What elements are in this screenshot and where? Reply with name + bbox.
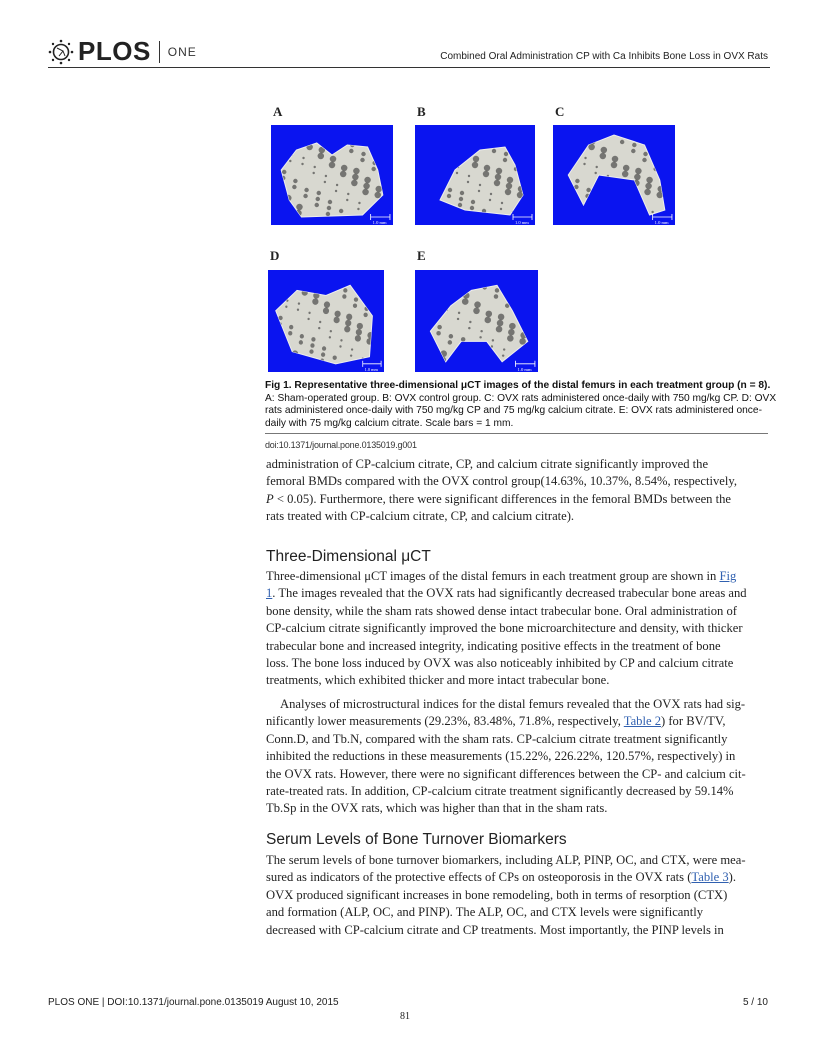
text-line: rate-treated rats. In addition, CP-calcium citrate treatment significantly decreased by 59.14% xyxy=(266,784,734,799)
scale-bar-label: 1.0 mm xyxy=(517,366,532,372)
caption-rule xyxy=(265,433,768,434)
caption-text: A: Sham-operated group. B: OVX control group. C: OVX rats administered once-daily with 750 mg/kg CP. D: OVX rats administered once-daily with 750 mg/kg CP and 75 mg/kg calcium citrate. E: OVX rats administered once-daily with 75 mg/kg calcium citrate. Scale bars = 1 mm. xyxy=(265,392,777,429)
panel-label: A xyxy=(273,104,283,119)
reference-link[interactable]: Table 3 xyxy=(691,870,729,885)
figure-doi: doi:10.1371/journal.pone.0135019.g001 xyxy=(265,440,417,451)
reference-link[interactable]: 1 xyxy=(266,586,273,601)
text-line: Three-dimensional μCT images of the distal femurs in each treatment group are shown in Fig xyxy=(266,569,737,583)
text-line: decreased with CP-calcium citrate and CP treatments. Most importantly, the PINP levels in xyxy=(266,922,724,937)
section-heading: Serum Levels of Bone Turnover Biomarkers xyxy=(266,831,567,848)
panel-label: D xyxy=(270,248,280,263)
scale-bar-label: 1.0 mm xyxy=(364,366,378,372)
scale-bar-label: 1.0 mm xyxy=(372,220,387,225)
text-line: inhibited the reductions in these measurements (15.22%, 226.22%, 120.57%, respectively) in xyxy=(266,749,736,764)
text-line: loss. The bone loss induced by OVX was also noticeably inhibited by CP and calcium citrate xyxy=(266,656,734,671)
text-line: administration of CP-calcium citrate, CP, and calcium citrate significantly improved the xyxy=(266,457,709,471)
logo-plos: PLOS xyxy=(78,36,151,66)
reference-link[interactable]: Table 2 xyxy=(623,714,662,729)
plos-globe-icon xyxy=(48,39,74,65)
scale-bar-label: 1.0 mm xyxy=(515,220,529,225)
plos-one-logo xyxy=(48,36,197,67)
paragraph xyxy=(266,568,776,690)
microct-image-a xyxy=(271,125,393,225)
figure-caption xyxy=(265,380,777,430)
text-line: the OVX rats. However, there were no significant differences between the CP- and calcium cit- xyxy=(266,766,746,781)
italic-symbol: P xyxy=(266,491,274,506)
text-line: 1. The images revealed that the OVX rats had significantly decreased trabecular bone areas and xyxy=(266,586,747,601)
paragraph xyxy=(266,696,776,818)
text-line: The serum levels of bone turnover biomarkers, including ALP, PINP, OC, and CTX, were mea- xyxy=(266,853,746,867)
panel-label: E xyxy=(417,248,426,263)
text-line: trabecular bone and increased integrity, indicating positive effects in the treatment of bone xyxy=(266,638,721,653)
panel-label: B xyxy=(417,104,426,119)
text-line: and formation (ALP, OC, and PINP). The ALP, OC, and CTX levels were significantly xyxy=(266,905,703,920)
panel-label: C xyxy=(555,104,565,119)
text-line: OVX produced significant increases in bone remodeling, both in terms of resorption (CTX) xyxy=(266,887,728,902)
header-rule xyxy=(48,67,770,68)
caption-n: (n = 8). xyxy=(737,380,771,391)
footer-citation: PLOS ONE | DOI:10.1371/journal.pone.0135019 August 10, 2015 xyxy=(48,997,339,1008)
microct-image-d xyxy=(268,270,384,372)
paragraph xyxy=(266,456,776,526)
text-line: Conn.D, and Tb.N, compared with the sham rats. CP-calcium citrate treatment significantly xyxy=(266,731,728,746)
text-line: treatments, which exhibited thicker and more intact trabecular bone. xyxy=(266,673,610,688)
section-heading: Three-Dimensional μCT xyxy=(266,548,431,565)
text-line: rats treated with CP-calcium citrate, CP, and calcium citrate). xyxy=(266,509,575,524)
logo-separator xyxy=(159,41,160,63)
text-line: Analyses of microstructural indices for the distal femurs revealed that the OVX rats had sig- xyxy=(280,697,746,711)
text-line: femoral BMDs compared with the OVX control group(14.63%, 10.37%, 8.54%, respectively, xyxy=(266,474,737,489)
text-line: CP-calcium citrate significantly improved the bone microarchitecture and density, with thicker xyxy=(266,621,743,636)
page-number: 81 xyxy=(400,1011,410,1022)
microct-image-e xyxy=(415,270,538,372)
caption-block xyxy=(265,380,777,451)
running-title: Combined Oral Administration CP with Ca Inhibits Bone Loss in OVX Rats xyxy=(440,51,768,62)
logo-one: ONE xyxy=(167,44,197,59)
reference-link[interactable]: Fig xyxy=(719,569,737,583)
text-line: sured as indicators of the protective effects of CPs on osteoporosis in the OVX rats (Table 3). xyxy=(266,870,736,885)
scale-bar-label: 1.0 mm xyxy=(654,220,669,225)
caption-title: Fig 1. Representative three-dimensional μCT images of the distal femurs in each treatment group xyxy=(265,380,735,391)
microct-image-b xyxy=(415,125,535,225)
footer-page-count: 5 / 10 xyxy=(742,997,768,1008)
text-line: bone density, while the sham rats showed dense intact trabecular bone. Oral administration of xyxy=(266,603,737,618)
text-line: nificantly lower measurements (29.23%, 83.48%, 71.8%, respectively, Table 2) for BV/TV, xyxy=(266,714,726,729)
text-line: P < 0.05). Furthermore, there were significant differences in the femoral BMDs between the xyxy=(266,491,731,506)
microct-image-c xyxy=(553,125,675,225)
paragraph xyxy=(266,852,776,939)
text-line: Tb.Sp in the OVX rats, which was higher than that in the sham rats. xyxy=(266,801,608,816)
